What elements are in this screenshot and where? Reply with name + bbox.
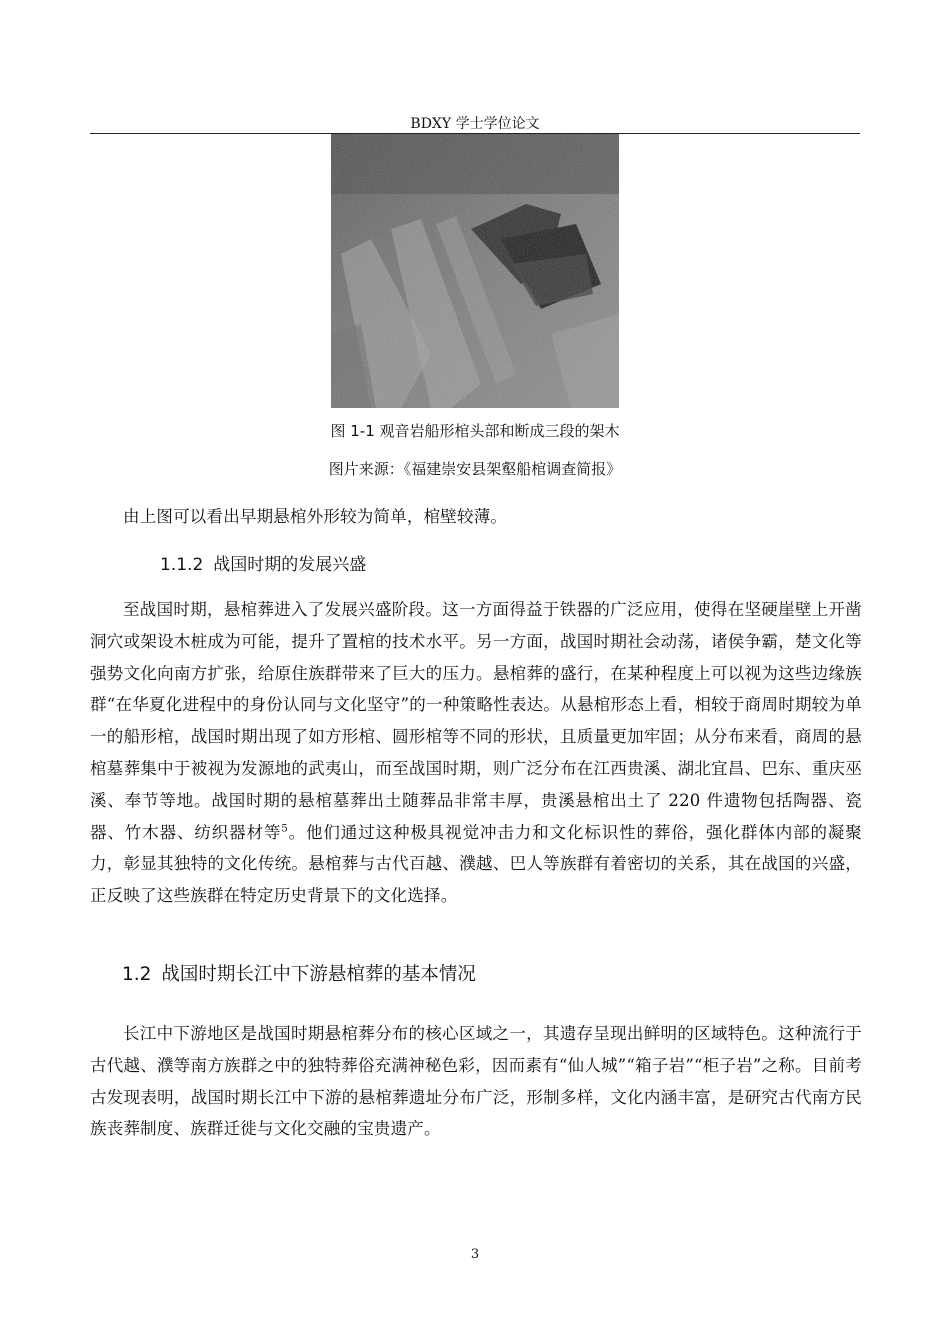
section-title: 战国时期的发展兴盛 xyxy=(213,555,367,575)
figure-photo xyxy=(331,134,619,408)
paragraph-text-a: 至战国时期，悬棺葬进入了发展兴盛阶段。这一方面得益于铁器的广泛应用，使得在坚硬崖壁上开凿洞穴或架设木桩成为可能，提升了置棺的技术水平。另一方面，战国时期社会动荡，诸侯争霸，楚文化等强势文化向南方扩张，给原住族群带来了巨大的压力。悬棺葬的盛行，在某种程度上可以视为这些边缘族群“在华夏化进程中的身份认同与文化坚守”的一种策略性表达。从悬棺形态上看，相较于商周时期较为单一的船形棺，战国时期出现了如方形棺、圆形棺等不同的形状，且质量更加牢固；从分布来看，商周的悬棺墓葬集中于被视为发源地的武夷山，而至战国时期，则广泛分布在江西贵溪、湖北宜昌、巴东、重庆巫溪、奉节等地。战国时期的悬棺墓葬出土随葬品非常丰厚，贵溪悬棺出土了 220 件遗物包括陶器、瓷器、竹木器、纺织器材等 xyxy=(90,600,862,842)
section-title: 战国时期长江中下游悬棺葬的基本情况 xyxy=(161,964,476,985)
paragraph-warring-states xyxy=(90,594,862,912)
page-number: 3 xyxy=(470,1247,480,1262)
running-header: BDXY 学士学位论文 xyxy=(410,116,540,132)
paragraph-text-b: 。他们通过这种极具视觉冲击力和文化标识性的葬俗，强化群体内部的凝聚力，彰显其独特的文化传统。悬棺葬与古代百越、濮越、巴人等族群有着密切的关系，其在战国的兴盛，正反映了这些族群在特定历史背景下的文化选择。 xyxy=(90,822,862,906)
section-heading-1-1-2 xyxy=(160,553,366,577)
section-number: 1.2 xyxy=(122,964,152,985)
footnote-marker[interactable]: 5 xyxy=(281,823,288,835)
section-number: 1.1.2 xyxy=(160,555,204,575)
paragraph-yangtze-region: 长江中下游地区是战国时期悬棺葬分布的核心区域之一，其遗存呈现出鲜明的区域特色。这种流行于古代越、濮等南方族群之中的独特葬俗充满神秘色彩，因而素有“仙人城”“箱子岩”“柜子岩”之称。目前考古发现表明，战国时期长江中下游的悬棺葬遗址分布广泛，形制多样，文化内涵丰富，是研究古代南方民族丧葬制度、族群迁徙与文化交融的宝贵遗产。 xyxy=(90,1024,862,1139)
section-heading-1-2 xyxy=(122,962,476,988)
paragraph-figure-summary: 由上图可以看出早期悬棺外形较为简单，棺壁较薄。 xyxy=(123,507,508,526)
figure-caption: 图 1-1 观音岩船形棺头部和断成三段的架木 xyxy=(330,422,620,440)
figure-source: 图片来源：《福建崇安县架壑船棺调查简报》 xyxy=(328,460,622,478)
